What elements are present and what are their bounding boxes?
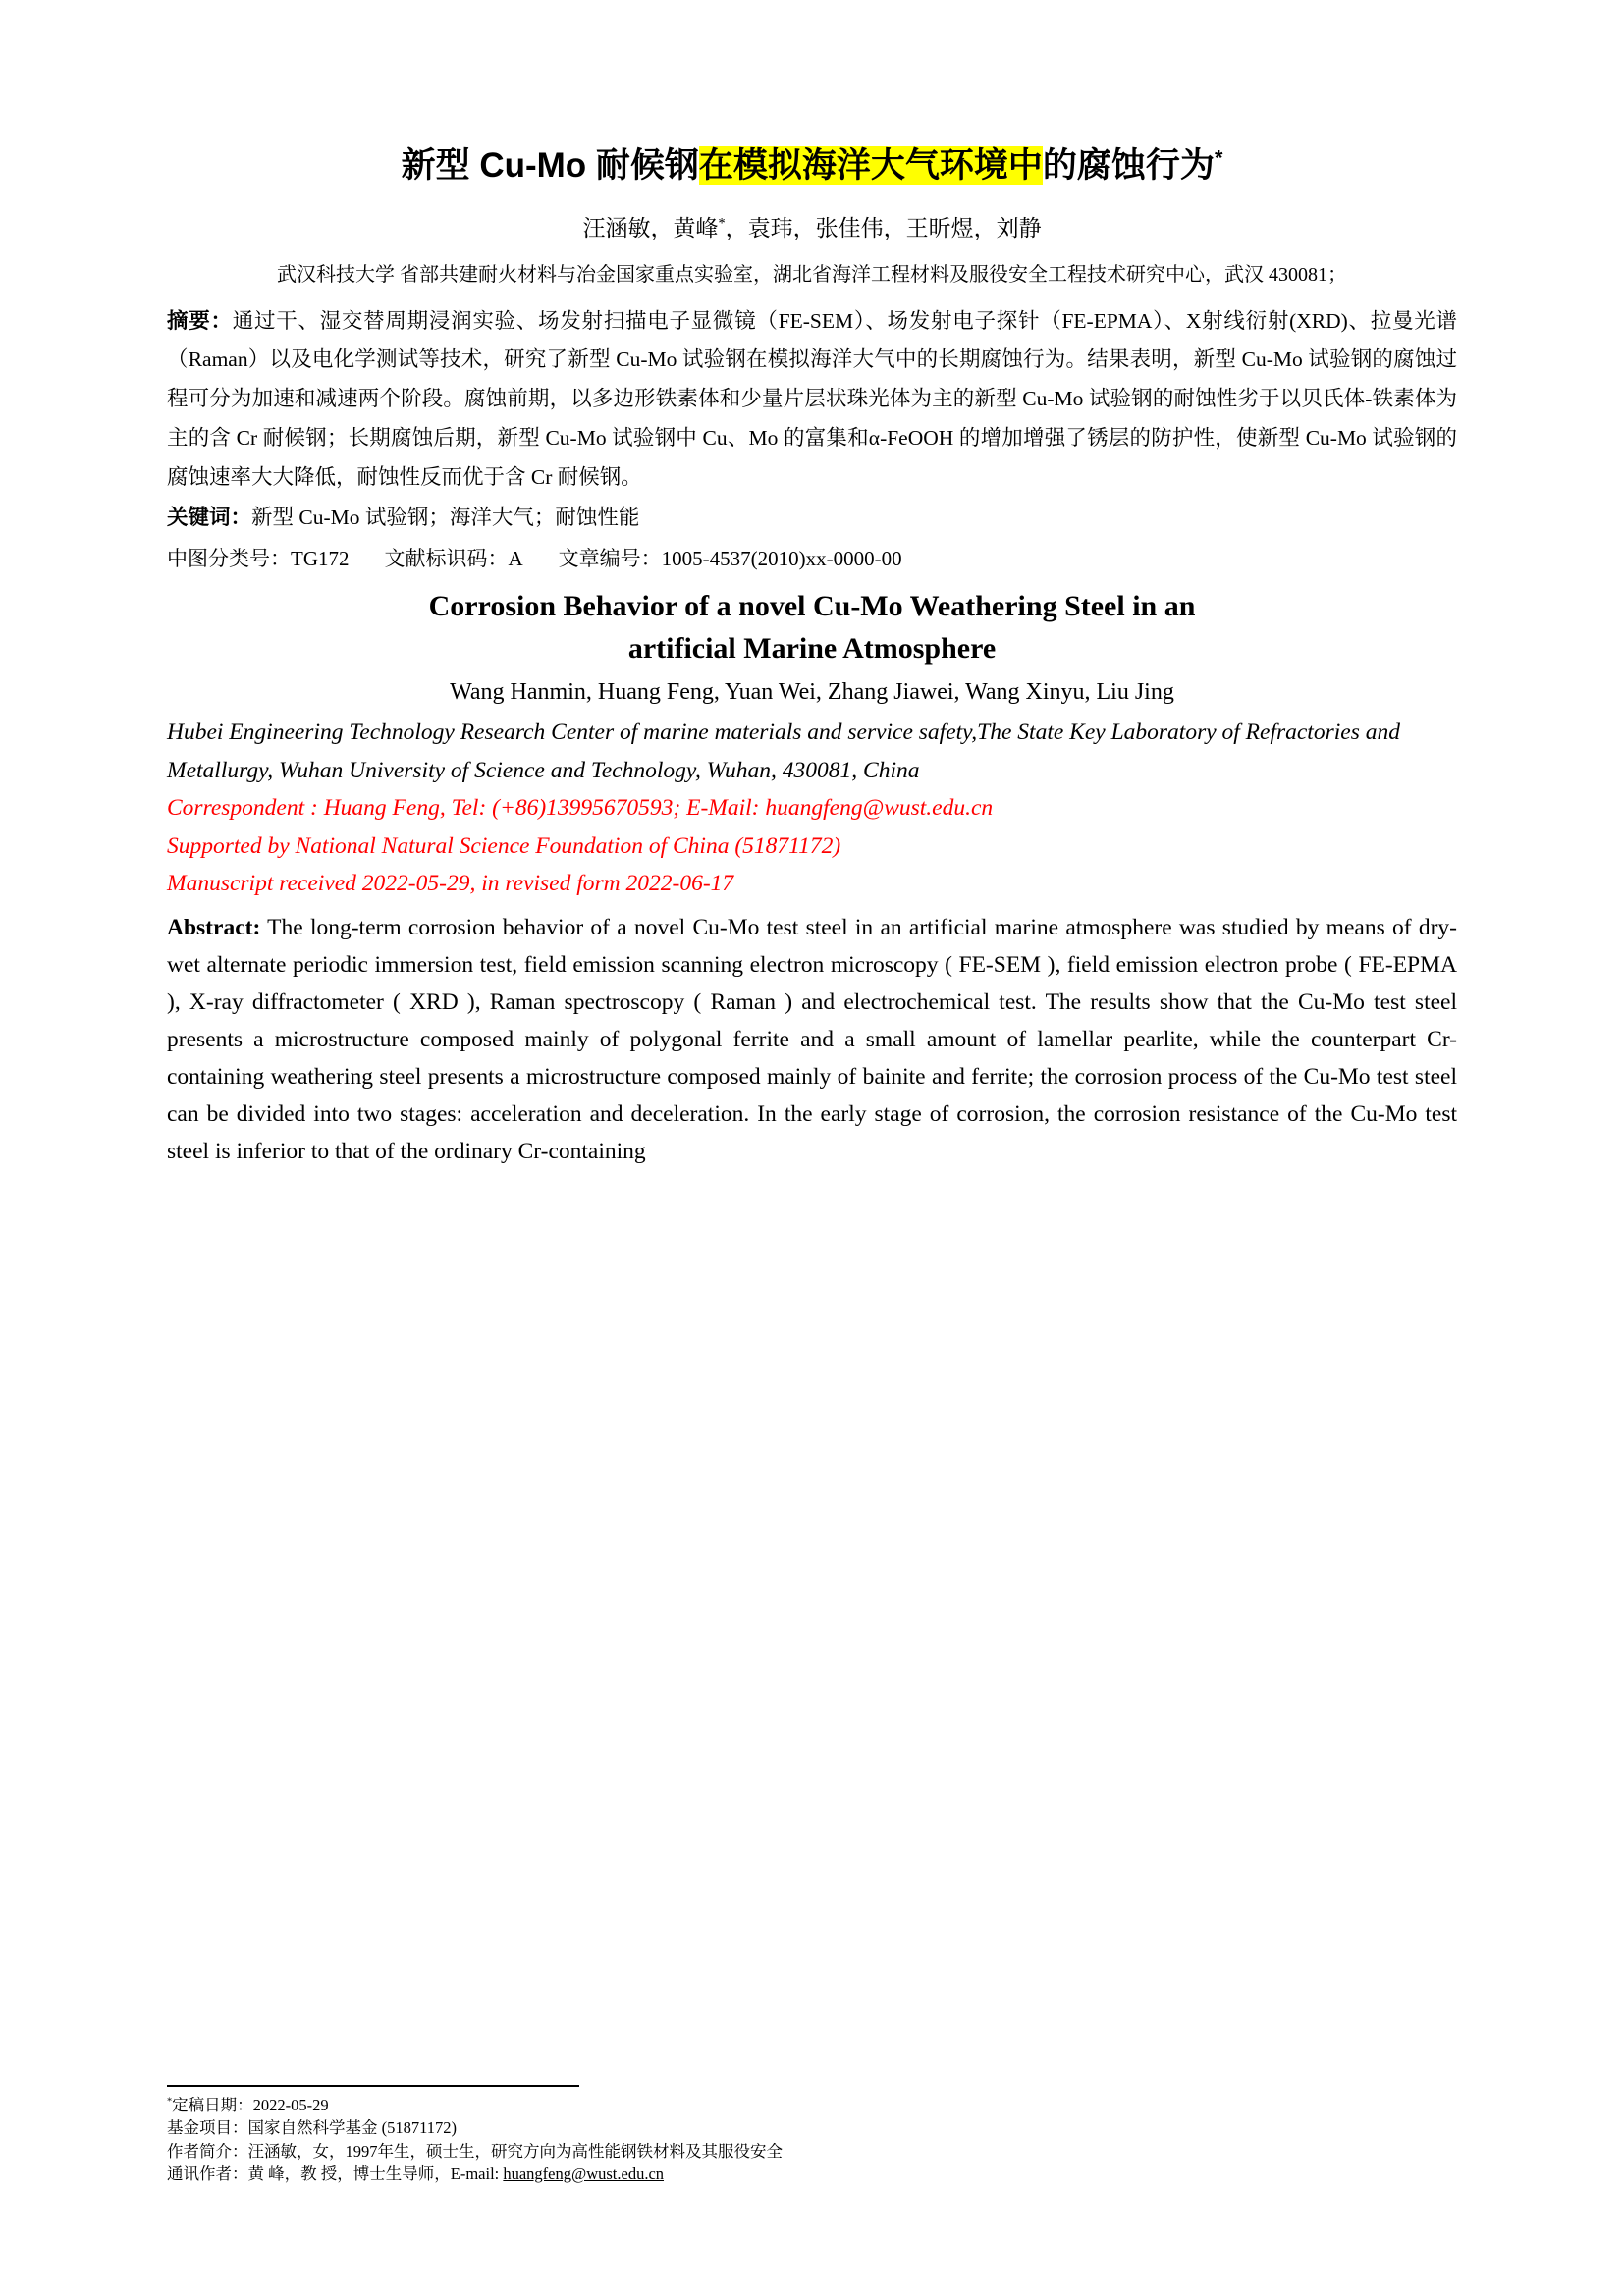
title-cn-highlight: 在模拟海洋大气环境中 [698,146,1043,185]
article-number: 文章编号：1005-4537(2010)xx-0000-00 [558,547,902,571]
paper-title-en [167,586,1457,669]
affiliation-cn: 武汉科技大学 省部共建耐火材料与冶金国家重点实验室，湖北省海洋工程材料及服役安全工程技术研究中心，武汉 430081； [277,263,1347,286]
corresponding-author-marker: * [718,214,726,231]
paper-title-cn [167,143,1457,188]
authors-en: Wang Hanmin, Huang Feng, Yuan Wei, Zhang Jiawei, Wang Xinyu, Liu Jing [450,679,1174,706]
footnote-contact-text: 通讯作者：黄 峰，教 授，博士生导师，E-mail: [167,2164,504,2184]
abstract-cn-text: 通过干、湿交替周期浸润实验、场发射扫描电子显微镜（FE-SEM）、场发射电子探针（FE-EPMA）、X射线衍射(XRD)、拉曼光谱（Raman）以及电化学测试等技术，研究了新型 Cu-Mo 试验钢在模拟海洋大气中的长期腐蚀行为。结果表明，新型 Cu-Mo 试验钢的腐蚀过程可分为加速和减速两个阶段。腐蚀前期，以多边形铁素体和少量片层状珠光体为主的新型 Cu-Mo 试验钢的耐蚀性劣于以贝氏体-铁素体为主的含 Cr 耐候钢；长期腐蚀后期，新型 Cu-Mo 试验钢中 Cu、Mo 的富集和α-FeOOH 的增加增强了锈层的防护性，使新型 Cu-Mo 试验钢的腐蚀速率大大降低，耐蚀性反而优于含 Cr 耐候钢。 [167,308,1457,489]
affiliation-en: Hubei Engineering Technology Research Center of marine materials and service safety,The State Key Laboratory of Refractories and Metallurgy, Wuhan University of Science and Technology, Wuhan, 430081, China [167,720,1400,783]
abstract-cn [167,302,1457,498]
footnote-divider [167,2085,579,2087]
authors-cn-post: ，袁玮，张佳伟，王昕煜，刘静 [725,215,1042,240]
classification-line [167,540,1457,578]
abstract-en-label: Abstract: [167,914,261,940]
abstract-cn-label: 摘要： [167,308,233,333]
authors-cn-pre: 汪涵敏，黄峰 [582,215,719,240]
title-en-line2: artificial Marine Atmosphere [627,631,997,665]
footnote-contact [167,2163,1457,2185]
authors-cn [167,210,1457,242]
title-footnote-marker: * [1214,144,1223,170]
footnote-bio: 作者简介：汪涵敏，女，1997年生，硕士生，研究方向为高性能钢铁材料及其服役安全 [167,2141,783,2161]
funding-line: Supported by National Natural Science Foundation of China (51871172) [167,832,841,859]
footnote-marker: * [167,2096,173,2108]
title-cn-pre: 新型 Cu-Mo 耐候钢 [401,146,699,185]
clc-number: 中图分类号：TG172 [167,547,350,571]
keywords-label: 关键词： [167,506,252,530]
title-en-line1: Corrosion Behavior of a novel Cu-Mo Weathering Steel in an [428,589,1196,622]
manuscript-dates-line: Manuscript received 2022-05-29, in revised form 2022-06-17 [167,871,734,897]
title-cn-post: 的腐蚀行为 [1042,146,1215,185]
abstract-en [167,909,1457,1170]
keywords-cn [167,499,1457,538]
document-code: 文献标识码：A [384,547,523,571]
correspondent-line: Correspondent : Huang Feng, Tel: (+86)13995670593; E-Mail: huangfeng@wust.edu.cn [167,795,994,822]
footnote-date [167,2094,1457,2116]
keywords-text: 新型 Cu-Mo 试验钢；海洋大气；耐蚀性能 [251,506,640,530]
footnote-date-text: 定稿日期：2022-05-29 [172,2096,329,2114]
corresponding-email-link[interactable]: huangfeng@wust.edu.cn [503,2164,665,2184]
footnote-section [167,2085,1457,2186]
abstract-en-text: The long-term corrosion behavior of a novel Cu-Mo test steel in an artificial marine atmosphere was studied by means of dry-wet alternate periodic immersion test, field emission scanning electron microscopy ( FE-SEM ), field emission electron probe ( FE-EPMA ), X-ray diffractometer ( XRD ), Raman spectroscopy ( Raman ) and electrochemical test. The results show that the Cu-Mo test steel presents a microstructure composed mainly of polygonal ferrite and a small amount of lamellar pearlite, while the counterpart Cr-containing weathering steel presents a microstructure composed mainly of bainite and ferrite; the corrosion process of the Cu-Mo test steel can be divided into two stages: acceleration and deceleration. In the early stage of corrosion, the corrosion resistance of the Cu-Mo test steel is inferior to that of the ordinary Cr-containing [167,914,1457,1165]
footnote-fund: 基金项目：国家自然科学基金 (51871172) [167,2118,458,2138]
